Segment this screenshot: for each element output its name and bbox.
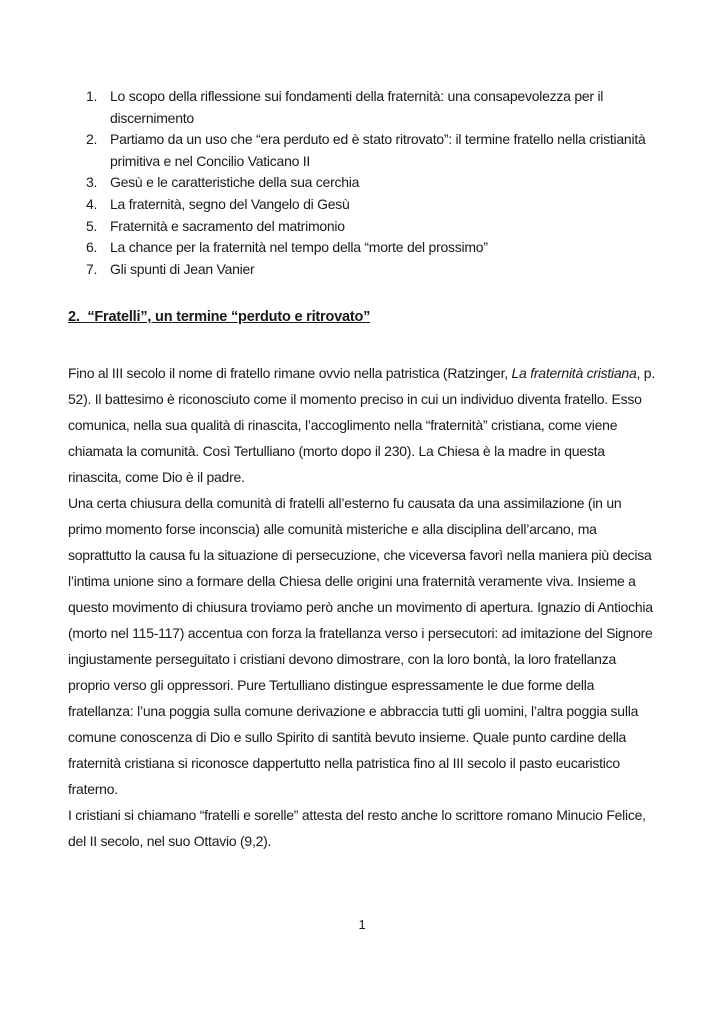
body-text xyxy=(68,360,658,854)
list-item-text: Fraternità e sacramento del matrimonio xyxy=(110,217,345,234)
list-item xyxy=(86,172,658,194)
list-item xyxy=(86,237,658,259)
paragraph-3: I cristiani si chiamano “fratelli e sorelle” attesta del resto anche lo scrittore romano Minucio Felice, del II secolo, nel suo Ottavio (9,2). xyxy=(68,807,646,850)
list-item-text: Gli spunti di Jean Vanier xyxy=(110,260,255,277)
numbered-list xyxy=(68,86,658,280)
paragraph-1: Fino al III secolo il nome di fratello rimane ovvio nella patristica (Ratzinger, La fraternità cristiana, p. 52). Il battesimo è riconosciuto come il momento preciso in cui un individuo diventa fratello. Esso comunica, nella sua qualità di rinascita, l’accoglimento nella “fraternità” cristiana, come viene chiamata la comunità. Così Tertulliano (morto dopo il 230). La Chiesa è la madre in questa rinascita, come Dio è il padre. xyxy=(68,365,655,486)
list-item-number: 2. xyxy=(86,131,98,148)
list-item xyxy=(86,259,658,281)
list-item xyxy=(86,86,658,129)
list-item-number: 1. xyxy=(86,88,98,104)
section-heading: 2. “Fratelli”, un termine “perduto e ritrovato” xyxy=(68,309,371,326)
list-item-text: La fraternità, segno del Vangelo di Gesù xyxy=(110,195,350,212)
list-item xyxy=(86,194,658,216)
paragraph-2: Una certa chiusura della comunità di fratelli all’esterno fu causata da una assimilazione (in un primo momento forse inconscia) alle comunità misteriche e alla disciplina dell’arcano, ma soprattutto la causa fu la situazione di persecuzione, che viceversa favorì nella maniera più decisa l’intima unione sino a formare della Chiesa delle origini una fraternità veramente viva. Insieme a questo movimento di chiusura troviamo però anche un movimento di apertura. Ignazio di Antiochia (morto nel 115-117) accentua con forza la fratellanza verso i persecutori: ad imitazione del Signore ingiustamente perseguitato i cristiani devono dimostrare, con la loro bontà, la loro fratellanza proprio verso gli oppressori. Pure Tertulliano distingue espressamente le due forme della fratellanza: l’una poggia sulla comune derivazione e abbraccia tutti gli uomini, l’altra poggia sulla comune conoscenza di Dio e sullo Spirito di santità bevuto insieme. Quale punto cardine della fraternità cristiana si riconosce dappertutto nella patristica fino al III secolo il pasto eucaristico fraterno. xyxy=(68,495,653,798)
page-number: 1 xyxy=(358,917,366,932)
list-item xyxy=(86,129,658,172)
document-content xyxy=(68,86,658,854)
list-item-text: Lo scopo della riflessione sui fondamenti della fraternità: una consapevolezza per il discernimento xyxy=(110,88,604,126)
list-item-text: La chance per la fraternità nel tempo della “morte del prossimo” xyxy=(110,239,488,256)
list-item-number: 4. xyxy=(86,195,98,212)
list-item-number: 5. xyxy=(86,217,98,234)
list-item-text: Partiamo da un uso che “era perduto ed è stato ritrovato”: il termine fratello nella cristianità primitiva e nel Concilio Vaticano II xyxy=(110,131,646,169)
list-item-number: 6. xyxy=(86,239,98,256)
list-item xyxy=(86,216,658,238)
list-item-number: 7. xyxy=(86,260,98,277)
list-item-text: Gesù e le caratteristiche della sua cerchia xyxy=(110,174,360,191)
list-item-number: 3. xyxy=(86,174,98,191)
